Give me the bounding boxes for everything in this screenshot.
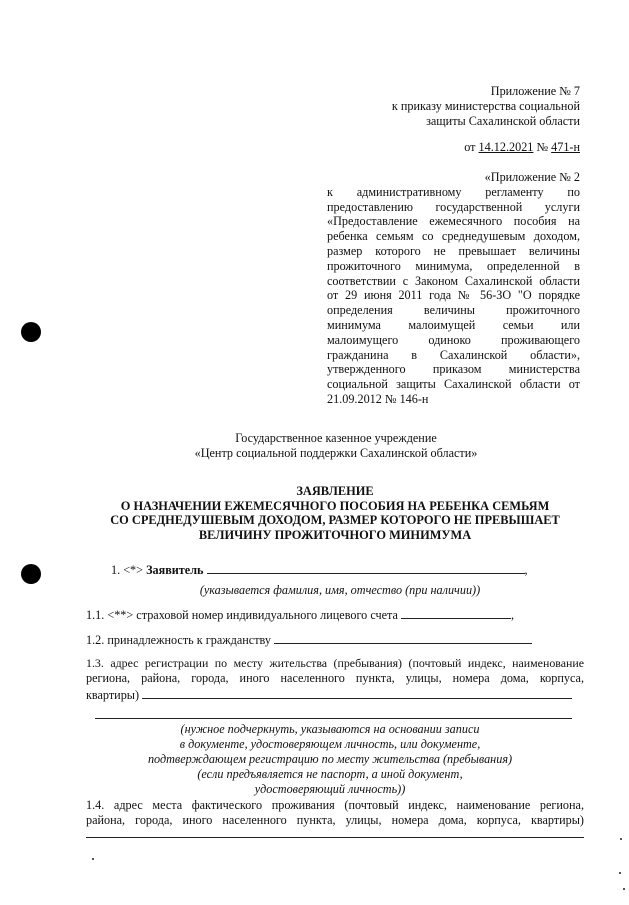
number-prefix: № — [536, 140, 549, 154]
quote-line: «Приложение № 2 — [484, 170, 580, 184]
quote-line: от 29 июня 2011 года № 56-ЗО "О порядке — [327, 288, 580, 303]
quote-line: соответствии с Законом Сахалинской области — [327, 273, 580, 288]
title-line: О НАЗНАЧЕНИИ ЕЖЕМЕСЯЧНОГО ПОСОБИЯ НА РЕБЕНКА СЕМЬЯМ — [120, 498, 550, 513]
title-line: СО СРЕДНЕДУШЕВЫМ ДОХОДОМ, РАЗМЕР КОТОРОГО НЕ ПРЕВЫШАЕТ — [110, 513, 560, 528]
actual-address-block — [86, 798, 584, 828]
order-number: 471-н — [551, 140, 580, 154]
date-prefix: от — [464, 140, 476, 154]
quote-line: ребенка семьям со среднедушевым доходом, — [327, 229, 580, 244]
quote-line: гражданина в Сахалинской области», — [327, 347, 580, 362]
institution-line: «Центр социальной поддержки Сахалинской области» — [194, 445, 478, 460]
applicant-field[interactable] — [207, 561, 525, 574]
registration-line: региона, района, города, иного населенного пункта, улицы, номера дома, корпуса, — [86, 670, 584, 685]
actual-address-field[interactable] — [86, 837, 584, 838]
punch-hole-bottom — [21, 564, 41, 584]
scan-speck — [619, 872, 621, 874]
quote-line: малоимущего одиноко проживающего — [327, 332, 580, 347]
institution-line: Государственное казенное учреждение — [235, 431, 437, 445]
hint-line: в документе, удостоверяющем личность, или документе, — [179, 737, 481, 751]
citizenship-field[interactable] — [274, 631, 532, 644]
title-line: ЗАЯВЛЕНИЕ — [296, 484, 374, 498]
applicant-label: Заявитель — [146, 563, 204, 577]
hint-line: (нужное подчеркнуть, указываются на основании записи — [180, 722, 480, 736]
hint-line: (если предъявляется не паспорт, а иной документ, — [197, 767, 463, 781]
appendix-line: защиты Сахалинской области — [426, 113, 580, 128]
appendix-header — [280, 84, 580, 128]
quote-line: предоставлению государственной услуги — [327, 199, 580, 214]
hint-line: подтверждающем регистрацию по месту жительства (пребывания) — [147, 752, 513, 766]
registration-line: 1.3. адрес регистрации по месту жительства (пребывания) (почтовый индекс, наименование — [86, 656, 584, 670]
registration-label: квартиры) — [86, 687, 140, 702]
institution-name — [86, 431, 586, 461]
quote-line: к административному регламенту по — [327, 184, 580, 199]
actual-address-line: 1.4. адрес места фактического проживания (почтовый индекс, наименование региона, — [86, 798, 584, 812]
scan-speck — [92, 858, 94, 860]
hint-line: удостоверяющий личность)) — [254, 782, 406, 796]
scan-speck — [623, 888, 625, 890]
snils-label: 1.1. <**> страховой номер индивидуального лицевого счета — [86, 608, 398, 622]
snils-field[interactable] — [401, 606, 511, 619]
applicant-row: 1. <*> Заявитель , — [111, 563, 528, 577]
regulation-quote-block — [327, 170, 580, 407]
document-title — [60, 484, 610, 542]
title-line: ВЕЛИЧИНУ ПРОЖИТОЧНОГО МИНИМУМА — [198, 527, 472, 542]
registration-field[interactable] — [142, 686, 572, 699]
quote-line: «Предоставление ежемесячного пособия на — [327, 214, 580, 229]
registration-line-3 — [86, 686, 584, 703]
order-date: 14.12.2021 — [478, 140, 534, 154]
appendix-line: к приказу министерства социальной — [391, 98, 580, 113]
quote-line: прожиточного минимума, определенной в — [327, 258, 580, 273]
registration-field-line-2[interactable] — [95, 718, 572, 719]
citizenship-row — [86, 631, 556, 648]
scan-speck — [620, 838, 622, 840]
quote-line: утвержденного приказом министерства — [327, 362, 580, 377]
quote-line: размер которого не превышает величины — [327, 243, 580, 258]
quote-line: определения величины прожиточного — [327, 303, 580, 318]
registration-address-block — [86, 656, 584, 702]
appendix-line: Приложение № 7 — [490, 84, 580, 98]
registration-hint — [100, 722, 560, 797]
quote-line: социальной защиты Сахалинской области от — [327, 377, 580, 392]
order-date-line — [280, 140, 580, 155]
punch-hole-top — [21, 322, 41, 342]
item-number: 1. <*> — [111, 563, 144, 577]
quote-line: 21.09.2012 № 146-н — [327, 391, 429, 406]
applicant-hint: (указывается фамилия, имя, отчество (при наличии)) — [199, 583, 481, 597]
actual-address-line: района, города, иного населенного пункта, улицы, номера дома, корпуса, квартиры) — [86, 812, 584, 827]
citizenship-label: 1.2. принадлежность к гражданству — [86, 633, 271, 647]
quote-line: минимума малоимущей семьи или — [327, 317, 580, 332]
snils-row: 1.1. <**> страховой номер индивидуального лицевого счета , — [86, 608, 515, 622]
